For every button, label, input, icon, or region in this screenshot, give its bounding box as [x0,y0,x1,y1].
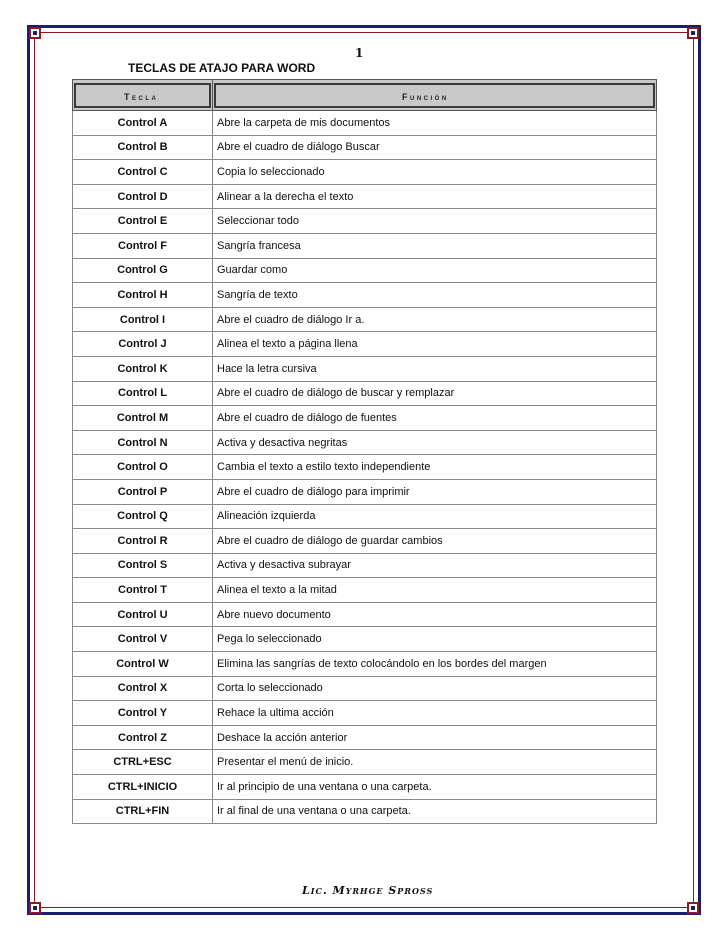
table-row [73,356,657,381]
shortcut-key: Control O [73,455,213,480]
table-row [73,602,657,627]
table-row [73,332,657,357]
shortcut-key: Control W [73,652,213,677]
shortcut-key: Control Y [73,701,213,726]
table-row [73,504,657,529]
shortcut-function: Guardar como [213,258,657,283]
shortcut-function: Rehace la ultima acción [213,701,657,726]
shortcut-key: Control N [73,430,213,455]
shortcut-key: Control T [73,578,213,603]
shortcut-key: Control K [73,356,213,381]
table-header-row [73,80,657,111]
shortcut-key: CTRL+INICIO [73,775,213,800]
shortcut-function: Corta lo seleccionado [213,676,657,701]
shortcut-function: Deshace la acción anterior [213,725,657,750]
document-title: TECLAS DE ATAJO PARA WORD [128,61,316,75]
corner-ornament-icon [29,902,41,914]
shortcut-function: Seleccionar todo [213,209,657,234]
shortcut-function: Alinea el texto a la mitad [213,578,657,603]
shortcut-key: Control F [73,233,213,258]
shortcut-function: Sangría de texto [213,283,657,308]
shortcut-function: Activa y desactiva negritas [213,430,657,455]
table-row [73,799,657,824]
table-row [73,750,657,775]
shortcut-function: Abre el cuadro de diálogo de fuentes [213,406,657,431]
header-function [213,80,657,111]
table-row [73,553,657,578]
table-row [73,381,657,406]
shortcuts-table [72,79,657,824]
table-row [73,233,657,258]
table-row [73,283,657,308]
shortcut-key: Control B [73,135,213,160]
table-row [73,529,657,554]
shortcut-key: CTRL+FIN [73,799,213,824]
shortcut-function: Elimina las sangrías de texto colocándolo en los bordes del margen [213,652,657,677]
shortcut-function: Sangría francesa [213,233,657,258]
shortcut-key: Control G [73,258,213,283]
shortcut-function: Ir al final de una ventana o una carpeta. [213,799,657,824]
shortcut-function: Abre la carpeta de mis documentos [213,111,657,136]
shortcut-key: Control L [73,381,213,406]
table-row [73,479,657,504]
shortcut-function: Abre el cuadro de diálogo Buscar [213,135,657,160]
shortcut-key: Control Z [73,725,213,750]
shortcut-key: Control I [73,307,213,332]
shortcut-key: Control U [73,602,213,627]
shortcut-function: Ir al principio de una ventana o una carpeta. [213,775,657,800]
header-function-label: Función [214,83,655,108]
author-signature: Lic. Myrhge Spross [302,884,434,897]
table-row [73,701,657,726]
shortcut-key: Control H [73,283,213,308]
header-key-label: Tecla [74,83,211,108]
corner-ornament-icon [687,902,699,914]
table-row [73,455,657,480]
shortcut-key: Control S [73,553,213,578]
table-row [73,430,657,455]
shortcut-function: Copia lo seleccionado [213,160,657,185]
shortcut-key: Control M [73,406,213,431]
shortcut-key: Control J [73,332,213,357]
shortcut-key: Control X [73,676,213,701]
shortcut-function: Alinear a la derecha el texto [213,184,657,209]
corner-ornament-icon [687,27,699,39]
shortcut-function: Abre nuevo documento [213,602,657,627]
table-row [73,652,657,677]
table-row [73,160,657,185]
shortcut-function: Presentar el menú de inicio. [213,750,657,775]
page-number: 1 [355,46,364,60]
table-row [73,258,657,283]
table-row [73,307,657,332]
table-row [73,676,657,701]
shortcut-function: Activa y desactiva subrayar [213,553,657,578]
shortcut-key: Control R [73,529,213,554]
shortcut-function: Alineación izquierda [213,504,657,529]
table-row [73,406,657,431]
shortcut-function: Abre el cuadro de diálogo de buscar y remplazar [213,381,657,406]
table-row [73,111,657,136]
shortcut-key: Control D [73,184,213,209]
shortcut-key: Control V [73,627,213,652]
shortcut-function: Abre el cuadro de diálogo de guardar cambios [213,529,657,554]
shortcut-function: Abre el cuadro de diálogo Ir a. [213,307,657,332]
shortcut-function: Cambia el texto a estilo texto independiente [213,455,657,480]
table-row [73,725,657,750]
shortcut-key: Control P [73,479,213,504]
shortcut-function: Pega lo seleccionado [213,627,657,652]
corner-ornament-icon [29,27,41,39]
table-row [73,627,657,652]
shortcut-key: Control C [73,160,213,185]
table-row [73,184,657,209]
table-row [73,209,657,234]
shortcut-function: Hace la letra cursiva [213,356,657,381]
table-row [73,135,657,160]
table-row [73,775,657,800]
shortcut-function: Alinea el texto a página llena [213,332,657,357]
shortcut-function: Abre el cuadro de diálogo para imprimir [213,479,657,504]
shortcut-key: Control A [73,111,213,136]
table-row [73,578,657,603]
shortcut-key: Control E [73,209,213,234]
header-key [73,80,213,111]
shortcut-key: Control Q [73,504,213,529]
shortcut-key: CTRL+ESC [73,750,213,775]
